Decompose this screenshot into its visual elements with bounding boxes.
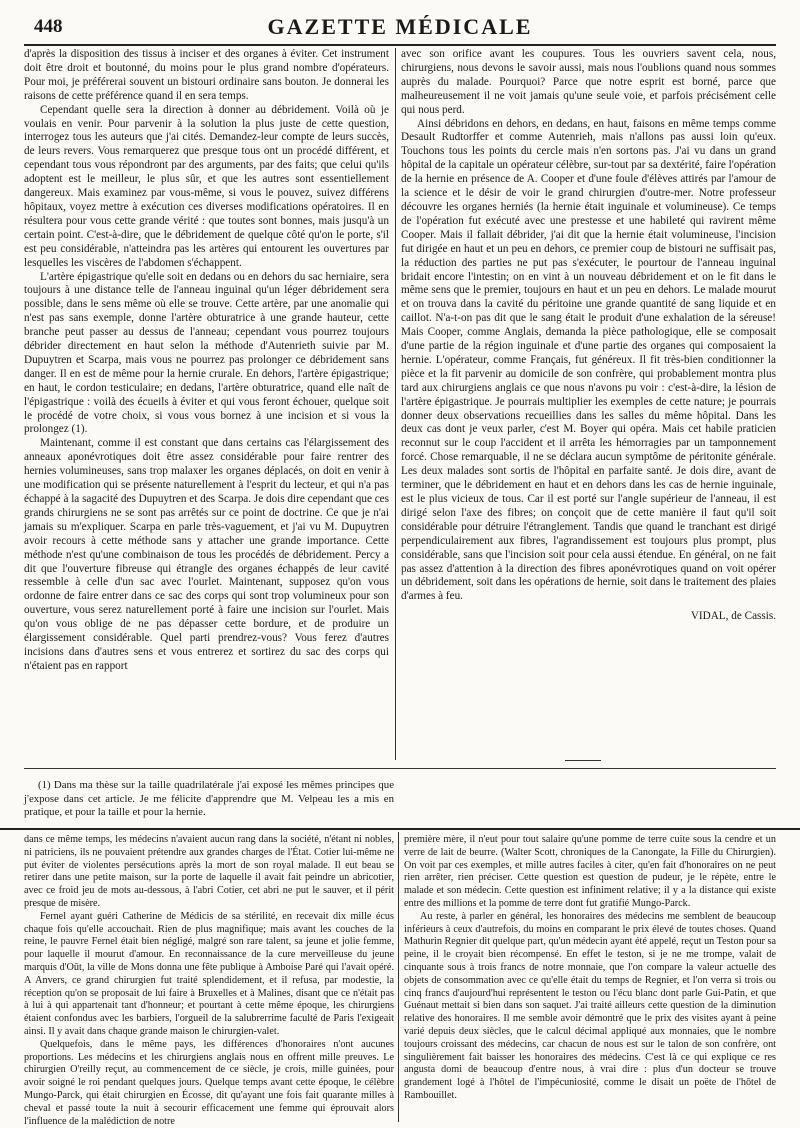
paragraph: avec son orifice avant les coupures. Tous les ouvriers savent cela, nous, chirurgiens, nous devons le savoir aussi, mais nous l'oublions quand nous sommes auprès du malade. Pourquoi? Parce que notre esprit est borné, parce que malheureusement il ne voit jamais qu'une seule voie, et parfois précisément celle qui nous perd. [401, 48, 776, 116]
article-column-left [24, 48, 389, 756]
paragraph: d'après la disposition des tissus à inciser et des organes à éviter. Cet instrument doit être droit et boutonné, du moins pour le plus grand nombre d'opérateurs. Pour moi, je préférerai souvent un bistouri ordinaire sans bouton. Je donnerai les raisons de cette préférence quand il en sera temps. [24, 48, 389, 102]
paragraph: Quelquefois, dans le même pays, les différences d'honoraires n'ont aucunes proportions. Les médecins et les chirurgiens anglais nous en offrent mille preuves. Le chirurgien O'reilly reçut, au commencement de ce siècle, je crois, mille guinées, pour avoir soigné le roi pendant quelques jours. Quelque temps avant cette époque, le célèbre Mungo-Parck, qui était chirurgien en Écosse, dit qu'ayant une fois fait quarante milles à cheval et passé toute la nuit à secourir efficacement une femme qui éprouvait alors l'influence de la malédiction de notre [24, 1038, 394, 1127]
paragraph: Maintenant, comme il est constant que dans certains cas l'élargissement des anneaux aponévrotiques doit être assez considérable pour faire rentrer des hernies volumineuses, sans trop malaxer les organes déplacés, on doit en venir à une modification qui se présente naturellement à l'esprit du lecteur, et qui n'a pas échappé à la sagacité des Dupuytren et des Scarpa. Je dois dire cependant que ces grands chirurgiens ne se sont pas arrêtés sur ce point de doctrine. Ce que je n'ai jamais su m'expliquer. Scarpa en parle très-vaguement, et j'ai vu M. Dupuytren avoir recours à cette méthode sans y attacher une grande importance. Cette méthode n'est qu'une combinaison de tous les procédés de débridement. Percy a dit que l'ouverture fibreuse qui étrangle des organes échappés de leur cavité ressemble à celle d'un sac avec l'ourlet. Maintenant, supposez qu'on vous ordonne de faire entrer dans ce sac des corps qui sont trop volumineux pour son ouverture, vous serez naturellement porté à faire une incision sur l'ourlet. Mais qu'on vous oblige de ne pas dépasser cette bordure, et de produire un élargissement considérable. Quel parti prendrez-vous? Vous ferez d'autres incisions dans d'autres sens et vous entrerez et sortirez du sac des corps qui n'étaient pas en rapport [24, 437, 389, 672]
article-column-right [401, 48, 776, 768]
feuilleton-rule [0, 828, 800, 830]
end-rule [565, 760, 601, 761]
column-divider [398, 832, 399, 1122]
feuilleton-column-left [24, 834, 394, 1127]
column-divider [395, 48, 396, 760]
paragraph: première mère, il n'eut pour tout salaire qu'une pomme de terre cuite sous la cendre et un verre de lait de beurre. (Walter Scott, chroniques de la Canongate, la Fille du Chirurgien). On voit par ces exemples, et mille autres faciles à citer, qu'en fait d'honoraires on ne peut rien arrêter, rien préciser. Cette question est question de pudeur, je le répète, entre le malade et son médecin. Cette question est infiniment relative; il y a la distance qui existe entre des millions et la pomme de terre dont fut gratifié Mungo-Parck. [404, 834, 776, 909]
feuilleton-column-right [404, 834, 776, 1119]
paragraph: Au reste, à parler en général, les honoraires des médecins me semblent de beaucoup inférieurs à ceux d'autrefois, du moins en comparant le prix élevé de toutes choses. Quand Mathurin Regnier dit quelque part, qu'un médecin ayant été appelé, reçut un Teston pour sa peine, il le croyait bien récompensé. En effet le teston, si je ne me trompe, valait de cinquante sous à trois francs de notre monnaie, que l'on compare la valeur actuelle des objets de consommation avec ce qu'elle était du temps de Regnier, et l'on verra si trois ou cinq francs d'aujourd'hui représentent le teston ou l'écu blanc dont parle Gui-Patin, et que Guénaut mettait si bien dans son saquet. J'ai traité ailleurs cette question de la diminution relative des honoraires. Il me semble avoir démontré que le prix des visites ayant à peine varié depuis deux siècles, que le calcul décimal appliqué aux monnaies, que le nombre toujours croissant des médecins, car chacun de nous est sur le talon de son confrère, ont singulièrement fait baisser les honoraires des médecins. C'est là ce qui explique ce res angusta domi de beaucoup d'entre nous, à vrai dire : plus d'un docteur se trouve grandement logé à l'hôtel de l'impécuniosité, comme le disait un poëte de l'hôtel de Rambouillet. [404, 910, 776, 1101]
paragraph: L'artère épigastrique qu'elle soit en dedans ou en dehors du sac herniaire, sera toujours à une distance telle de l'anneau inguinal qu'un léger débridement sera possible, dans le sens même où elle se trouve. Cette artère, par une anomalie qui n'est pas sans exemple, donne l'artère obturatrice à une grande hauteur, cette branche peut passer au dessus de l'anneau; cependant vous pourrez toujours débrider directement en haut selon la méthode d'Autenrieth suivie par M. Dupuytren et Scarpa, mais vous ne pourrez pas prolonger ce débridement sans danger. Il en est de même pour la hernie crurale. En dehors, l'artère épigastrique; en haut, le cordon testiculaire; en dedans, l'artère obturatrice, quand elle naît de l'épigastrique : voilà des écueils à éviter et qui vous feront échouer, quelque soit le procédé de votre choix, si vous vous bornez à une incision et si vous la prolongez (1). [24, 270, 389, 436]
paragraph: dans ce même temps, les médecins n'avaient aucun rang dans la société, n'étant ni nobles, ni patriciens, ils ne pouvaient prétendre aux grandes charges de l'État. Cotier lui-même ne put éviter de violentes persécutions après la mort de son royal malade. Il eut beau se retirer dans une petite maison, sur la porte de laquelle il avait fait peindre un abricotier, avec ce froid jeu de mots au-dessous, à l'abri Cotier, cet abri ne put le sauver, et il périt presque de misère. [24, 834, 394, 909]
author-name: VIDAL [690, 610, 726, 623]
author-place: , de Cassis. [725, 610, 776, 623]
author-signature [401, 610, 776, 624]
footnote-area [24, 768, 776, 827]
page-number: 448 [34, 16, 63, 37]
paragraph: Fernel ayant guéri Catherine de Médicis de sa stérilité, en recevait dix mille écus chaque fois qu'elle accouchait. Rien de plus magnifique; mais avant les couches de la reine, le pauvre Fernel était bien négligé, malgré son rare talent, sa jeune et jolie femme, pour laquelle il mourut d'amour. En reconnaissance de la cure merveilleuse du jeune marquis d'Oût, la ville de Mons donna une fête publique à Amboise Paré qui l'avait opéré. A Anvers, ce grand chirurgien fut traité splendidement, et il refusa, par modestie, la réception qu'on se proposait de lui faire à Bruxelles et à Malines, disant que ce n'était pas à lui à qui appartenait tant d'honneur; et pourtant à cette même époque, les chirurgiens étaient confondus avec les barbiers, l'orgueil de la salubrerrime faculté de Paris l'exigeait ainsi. Il y avait dans chaque grande maison le chirurgien-valet. [24, 910, 394, 1037]
footnote-text: (1) Dans ma thèse sur la taille quadrilatérale j'ai exposé les mêmes principes que j'expose dans cet article. Je me félicite d'apprendre que M. Velpeau les a mis en pratique, et pour la taille et pour la hernie. [24, 779, 394, 819]
paragraph: Cependant quelle sera la direction à donner au débridement. Voilà où je voulais en venir. Pour parvenir à la solution la plus juste de cette question, interrogez tous les auteurs que j'ai cités. Demandez-leur compte de leurs succès, de leurs revers. Vous remarquerez que presque tous ont un procédé différent, et cependant tous vous répondront par des arguments, par des faits; que celui qu'ils adoptent est le meilleur, le plus sûr, et que les autres sont essentiellement dangereux. Mais examinez par vous-même, si vous le pouvez, suivez différens hôpitaux, voyez mettre à exécution ces diverses modifications opératoires. Il en résultera pour vous cette grande vérité : que toutes sont bonnes, mais jusqu'à un certain point. C'est-à-dire, que le débridement de quelque côté qu'on le porte, s'il est peu considérable, n'atteindra pas les artères qui entourent les ouvertures par lesquelles les viscères de l'abdomen s'échappent. [24, 103, 389, 269]
paragraph: Ainsi débridons en dehors, en dedans, en haut, faisons en même temps comme Desault Rudtorffer et comme Autenrieh, mais n'allons pas aussi loin qu'eux. Touchons tous les points du cercle mais n'en sortons pas. J'ai vu dans un grand hôpital de la capitale un opérateur célèbre, sur-tout par sa dextérité, faire l'opération de la hernie en présence de A. Cooper et d'une foule d'élèves attirés par l'amour de la science et le désir de voir le grand chirurgien d'outre-mer. Notre professeur découvre les organes herniés (la hernie était inguinale et volumineuse). Ce temps de l'opération fut exécuté avec une prestesse et une habileté qui ravirent même Cooper. Mais il fallait débrider, j'ai dit que la hernie était volumineuse, l'incision fut dirigée en haut et un peu en dehors, ce premier coup de bistouri ne suffisait pas, la réduction des parties ne put pas s'exécuter, le pourtour de l'anneau inguinal bridait encore l'intestin; on en vint à un nouveau débridement et on le fit dans le même sens que le premier, toujours en haut et un peu en dehors. Le malade mourut et on trouva dans la cavité du péritoine une grande quantité de sang liquide et en caillot. N'a-t-on pas dit que le sang était le produit d'une exhalation de la séreuse! Mais Cooper, comme Anglais, demanda la pièce pathologique, elle se composait d'une partie de la région inguinale et d'une partie des organes qui composaient la hernie. L'opérateur, comme Français, fut généreux. Il fit très-bien conditionner la pièce et la fit parvenir au domicile de son confrère, qui probablement montra plus tard aux chirurgiens anglais ce que nous n'avons pu voir : c'est-à-dire, la lésion de l'artère épigastrique. Je pourrais multiplier les exemples de cette nature; je pourrais donner deux observations recueillies dans les salles du même hôpital. Dans les deux cas dont je veux parler, c'est M. Boyer qui opéra. Mais cet habile praticien reconnut sur le coup l'accident et il arrêta les hémorragies par un tamponnement forcé. Chose remarquable, il ne se déclara aucun symptôme de péritonite générale. Les deux malades sont sortis de l'hôpital en parfaite santé. Je dois dire, avant de terminer, que le débridement en haut et en dehors dans les cas de hernie inguinale, est le plus vicieux de tous. Car il est porté sur l'angle supérieur de l'anneau, il est dirigé selon l'axe des fibres; on conçoit que de cette manière il faut qu'il soit considérable pour détruire l'étranglement. Tandis que quand le tranchant est dirigé perpendiculairement aux fibres, l'agrandissement est toujours plus prompt, plus considérable, sans que l'incision soit pour cela aussi étendue. En général, on ne fait pas assez d'attention à la direction des fibres aponévrotiques quand on voit opérer un débridement, soit dans les opérations de hernie, soit dans le traitement des plaies d'armes à feu. [401, 117, 776, 603]
masthead-title: GAZETTE MÉDICALE [267, 14, 533, 39]
footnote [24, 779, 394, 820]
page-header [24, 6, 776, 46]
